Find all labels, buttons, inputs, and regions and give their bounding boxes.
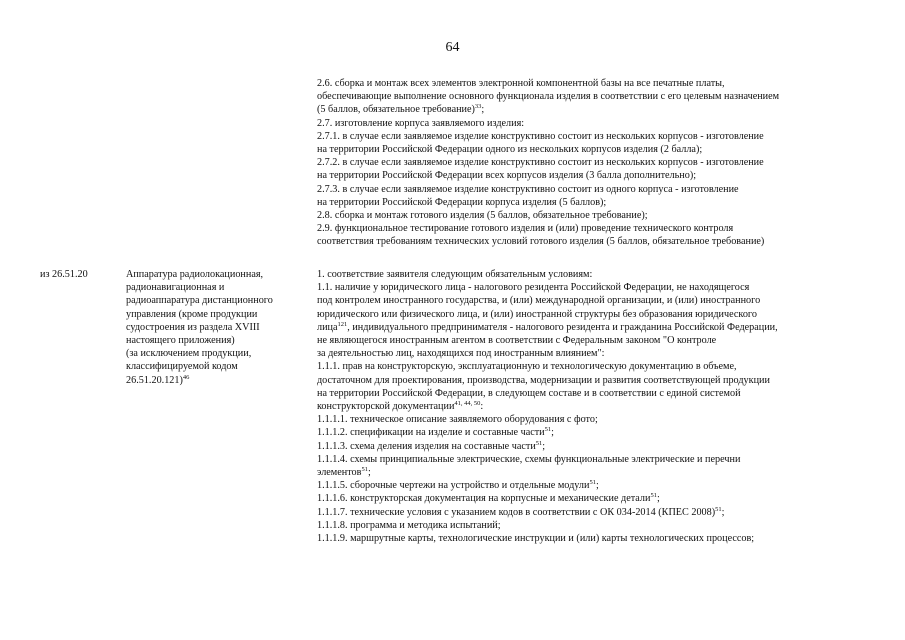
top-block-line-text: (5 баллов, обязательное требование) xyxy=(317,104,475,116)
requirement-line-text: под контролем иностранного государства, и (или) международной организации, и (или) иностранного xyxy=(317,295,761,307)
description-line xyxy=(126,347,306,360)
requirement-line-text: 1.1.1.2. спецификации на изделие и составные части xyxy=(317,427,545,439)
footnote-ref: 51 xyxy=(650,492,657,500)
requirement-line-text: 1.1.1.9. маршрутные карты, технологические инструкции и (или) карты технологических процессов; xyxy=(317,533,755,545)
footnote-ref: 46 xyxy=(182,373,190,381)
description-line xyxy=(126,281,306,294)
requirement-line xyxy=(317,453,877,466)
top-block-line-text: на территории Российской Федерации корпуса изделия (5 баллов); xyxy=(317,196,607,208)
requirement-line-text: 1.1.1. прав на конструкторскую, эксплуатационную и технологическую документацию в объеме, xyxy=(317,361,737,373)
requirement-line xyxy=(317,532,877,545)
requirement-line-text: 1.1.1.4. схемы принципиальные электрические, схемы функциональные электрические и перечни xyxy=(317,453,741,465)
top-block-line xyxy=(317,169,877,182)
requirement-line-text: 1.1.1.8. программа и методика испытаний; xyxy=(317,519,501,531)
requirement-line-text-tail: ; xyxy=(367,467,371,479)
requirement-line-text-tail: , индивидуального предпринимателя - налогового резидента и гражданина Российской Федерации, xyxy=(347,321,778,333)
top-block-line xyxy=(317,209,877,222)
description-line xyxy=(126,321,306,334)
description-line-text: радионавигационная и xyxy=(126,282,225,294)
requirement-line xyxy=(317,281,877,294)
top-block-line-text: 2.6. сборка и монтаж всех элементов электронной компонентной базы на все печатные платы, xyxy=(317,78,725,89)
footnote-ref: 41, 44, 50 xyxy=(454,400,481,408)
requirement-line xyxy=(317,413,877,426)
top-block-line xyxy=(317,103,877,116)
requirement-line xyxy=(317,400,877,413)
requirement-line-text-tail: ; xyxy=(542,440,546,452)
requirement-line-text: 1. соответствие заявителя следующим обязательным условиям: xyxy=(317,269,593,280)
requirement-line xyxy=(317,466,877,479)
description-line-text: Аппаратура радиолокационная, xyxy=(126,269,264,280)
top-block-line xyxy=(317,77,877,90)
requirement-line-text: 1.1. наличие у юридического лица - налогового резидента Российской Федерации, не находящегося xyxy=(317,282,750,294)
description-line-text: управления (кроме продукции xyxy=(126,308,258,320)
top-block-line xyxy=(317,222,877,235)
description-line-text: (за исключением продукции, xyxy=(126,348,252,360)
requirement-line-text: юридического или физического лица, и (или) иностранной структуры без образования юридического xyxy=(317,308,757,320)
description-line-text: радиоаппаратура дистанционного xyxy=(126,295,273,307)
top-block-line-text: 2.8. сборка и монтаж готового изделия (5 баллов, обязательное требование); xyxy=(317,210,648,222)
requirement-line xyxy=(317,360,877,373)
requirement-line-text-tail: ; xyxy=(595,480,599,492)
requirement-line xyxy=(317,308,877,321)
description-line xyxy=(126,374,306,387)
top-block-line-text: 2.9. функциональное тестирование готового изделия и (или) проведение технического контроля xyxy=(317,223,734,235)
top-block-line xyxy=(317,143,877,156)
requirement-line-text-tail: ; xyxy=(551,427,554,439)
top-block-line-text: 2.7.2. в случае если заявляемое изделие конструктивно состоит из нескольких корпусов - изготовление xyxy=(317,157,764,169)
requirement-line xyxy=(317,294,877,307)
requirement-line xyxy=(317,268,877,281)
footnote-ref: 51 xyxy=(535,439,543,447)
requirement-line xyxy=(317,426,877,439)
description-line-text: классифицируемой кодом xyxy=(126,361,238,373)
product-description xyxy=(126,268,306,387)
requirement-line xyxy=(317,506,877,519)
top-block-line xyxy=(317,196,877,209)
description-line xyxy=(126,294,306,307)
requirement-line-text: достаточном для проектирования, производства, модернизации и развития соответствующей продукции xyxy=(317,374,770,386)
top-block-line xyxy=(317,183,877,196)
requirement-line-text: лица xyxy=(317,321,338,333)
footnote-ref: 51 xyxy=(361,466,368,474)
requirement-line-text: 1.1.1.6. конструкторская документация на корпусные и механические детали xyxy=(317,493,651,505)
requirement-line-text: за деятельностью лиц, находящихся под иностранным влиянием": xyxy=(317,348,605,360)
top-block-line xyxy=(317,117,877,130)
top-block-line-text: 2.7.3. в случае если заявляемое изделие конструктивно состоит из одного корпуса - изготовление xyxy=(317,183,739,195)
requirement-line xyxy=(317,334,877,347)
top-block-line xyxy=(317,156,877,169)
requirement-line xyxy=(317,374,877,387)
requirement-line-text: элементов xyxy=(317,467,362,479)
requirement-line xyxy=(317,347,877,360)
requirement-line-text-tail: ; xyxy=(721,506,725,518)
requirement-line-text-tail: : xyxy=(480,401,484,413)
requirement-line xyxy=(317,479,877,492)
top-block-line xyxy=(317,90,877,103)
description-line-text: 26.51.20.121) xyxy=(126,374,183,386)
requirement-line xyxy=(317,492,877,505)
page-number: 64 xyxy=(445,40,460,55)
requirement-line-text: не являющегося иностранным агентом в соответствии с Федеральным законом "О контроле xyxy=(317,335,717,347)
description-line-text: судостроения из раздела XVIII xyxy=(126,321,260,333)
requirement-line-text-tail: ; xyxy=(656,493,660,505)
requirement-line-text: конструкторской документации xyxy=(317,401,455,413)
requirements-text xyxy=(317,268,877,545)
requirement-line-text: 1.1.1.1. техническое описание заявляемого оборудования с фото; xyxy=(317,414,598,426)
top-block-line-text: 2.7.1. в случае если заявляемое изделие конструктивно состоит из нескольких корпусов - изготовление xyxy=(317,130,764,142)
description-line xyxy=(126,360,306,373)
requirement-line-text: на территории Российской Федерации, в следующем составе и в соответствии с единой системой xyxy=(317,387,741,399)
top-block-line xyxy=(317,130,877,143)
description-line-text: настоящего приложения) xyxy=(126,335,235,347)
top-block-line-text: 2.7. изготовление корпуса заявляемого изделия: xyxy=(317,117,525,129)
description-line xyxy=(126,268,306,281)
footnote-ref: 121 xyxy=(337,320,348,328)
footnote-ref: 51 xyxy=(589,479,596,487)
footnote-ref: 33 xyxy=(474,103,482,111)
requirement-line-text: 1.1.1.7. технические условия с указанием кодов в соответствии с ОК 034-2014 (КПЕС 2008) xyxy=(317,506,716,518)
requirement-line xyxy=(317,387,877,400)
top-block-line xyxy=(317,235,877,248)
top-block-line-text-tail: ; xyxy=(481,104,485,116)
description-line xyxy=(126,308,306,321)
footnote-ref: 51 xyxy=(715,505,722,513)
description-line xyxy=(126,334,306,347)
requirement-line-text: 1.1.1.5. сборочные чертежи на устройство и отдельные модули xyxy=(317,480,590,492)
requirement-line xyxy=(317,440,877,453)
requirement-line-text: 1.1.1.3. схема деления изделия на составные части xyxy=(317,440,536,452)
top-block-line-text: соответствия требованиям технических условий готового изделия (5 баллов, обязательное требование) xyxy=(317,236,765,248)
top-block-text xyxy=(317,77,877,249)
top-block-line-text: на территории Российской Федерации одного из нескольких корпусов изделия (2 балла); xyxy=(317,144,703,156)
requirement-line xyxy=(317,321,877,334)
footnote-ref: 51 xyxy=(544,426,552,434)
top-block-line-text: обеспечивающие выполнение основного функционала изделия в соответствии с его целевым назначением xyxy=(317,91,780,103)
requirement-line xyxy=(317,519,877,532)
okpd-code: из 26.51.20 xyxy=(40,269,88,280)
top-block-line-text: на территории Российской Федерации всех корпусов изделия (3 балла дополнительно); xyxy=(317,170,697,182)
